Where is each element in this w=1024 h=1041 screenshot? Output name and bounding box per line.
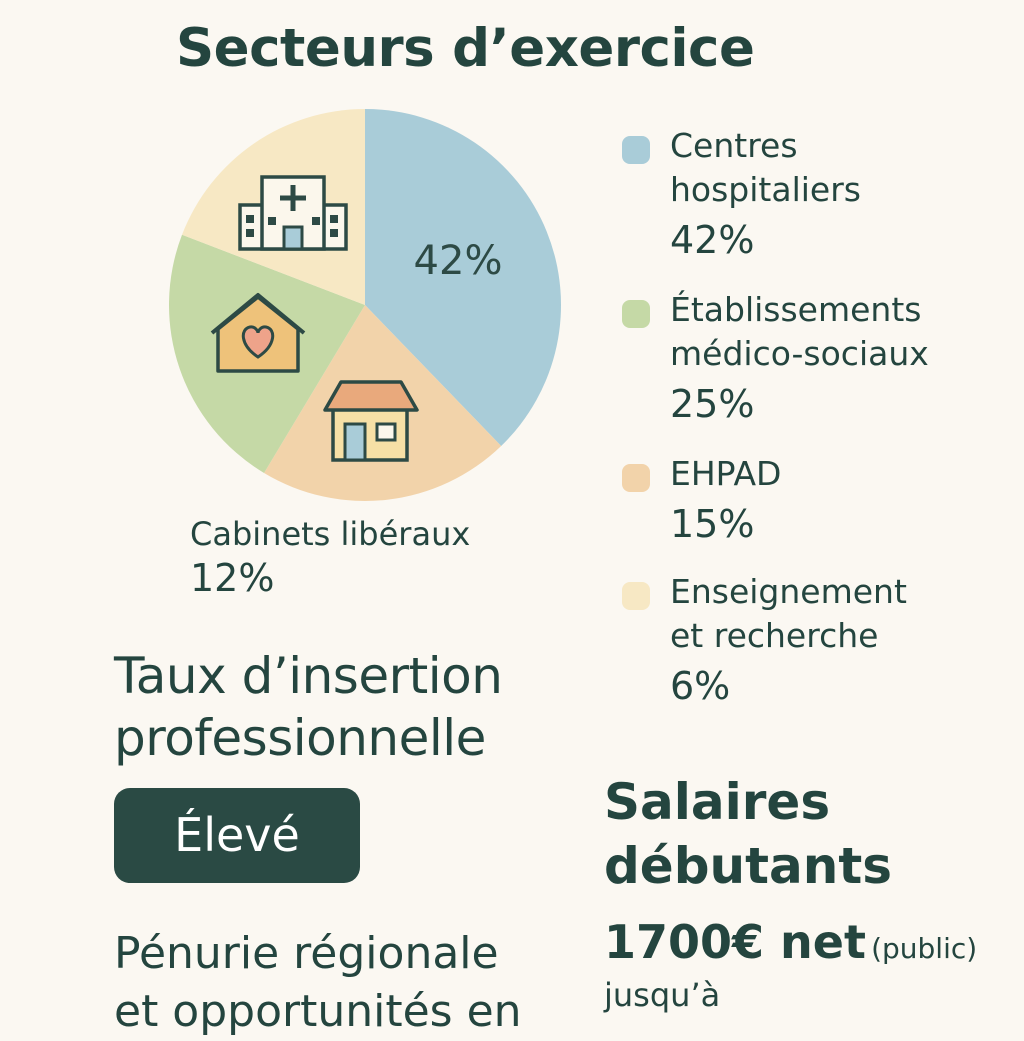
pie-chart [160,100,570,510]
shortage-line2: et opportunités en [114,986,522,1037]
legend-label [670,124,861,212]
salary-note: (public) [871,932,978,965]
salary-title-line2: débutants [604,837,892,895]
insertion-title-line1: Taux d’insertion [114,647,503,705]
legend-swatch [622,136,650,164]
pie-callout [190,512,470,600]
legend-label-line1: Établissements [670,290,922,329]
salary-title-line1: Salaires [604,773,831,831]
legend-swatch [622,582,650,610]
callout-pct: 12% [190,556,275,600]
legend-label-line2: hospitaliers [670,170,861,209]
legend-label-line1: Centres [670,126,798,165]
callout-name: Cabinets libéraux [190,515,471,553]
legend-label-line1: Enseignement [670,572,907,611]
legend-label: EHPAD [670,454,782,493]
slice-value-label: 42% [413,238,503,284]
insertion-title-line2: professionnelle [114,709,486,767]
legend-label [670,570,907,658]
house-icon [325,382,417,460]
salary-value: 1700€ net [604,915,866,969]
legend-label-line2: et recherche [670,616,879,655]
legend-pct: 15% [670,502,755,546]
legend-pct: 6% [670,664,731,708]
shortage-line1: Pénurie régionale [114,928,499,979]
legend-swatch [622,300,650,328]
salary-amount [604,912,977,983]
salary-title [604,770,892,898]
insertion-title [114,645,502,769]
insertion-badge: Élevé [114,788,360,883]
page-title: Secteurs d’exercice [176,18,755,79]
legend-label [670,288,929,376]
legend-pct: 42% [670,218,755,262]
salary-upto: jusqu’à [604,976,721,1014]
legend-swatch [622,464,650,492]
legend-pct: 25% [670,382,755,426]
legend-label-line2: médico-sociaux [670,334,929,373]
